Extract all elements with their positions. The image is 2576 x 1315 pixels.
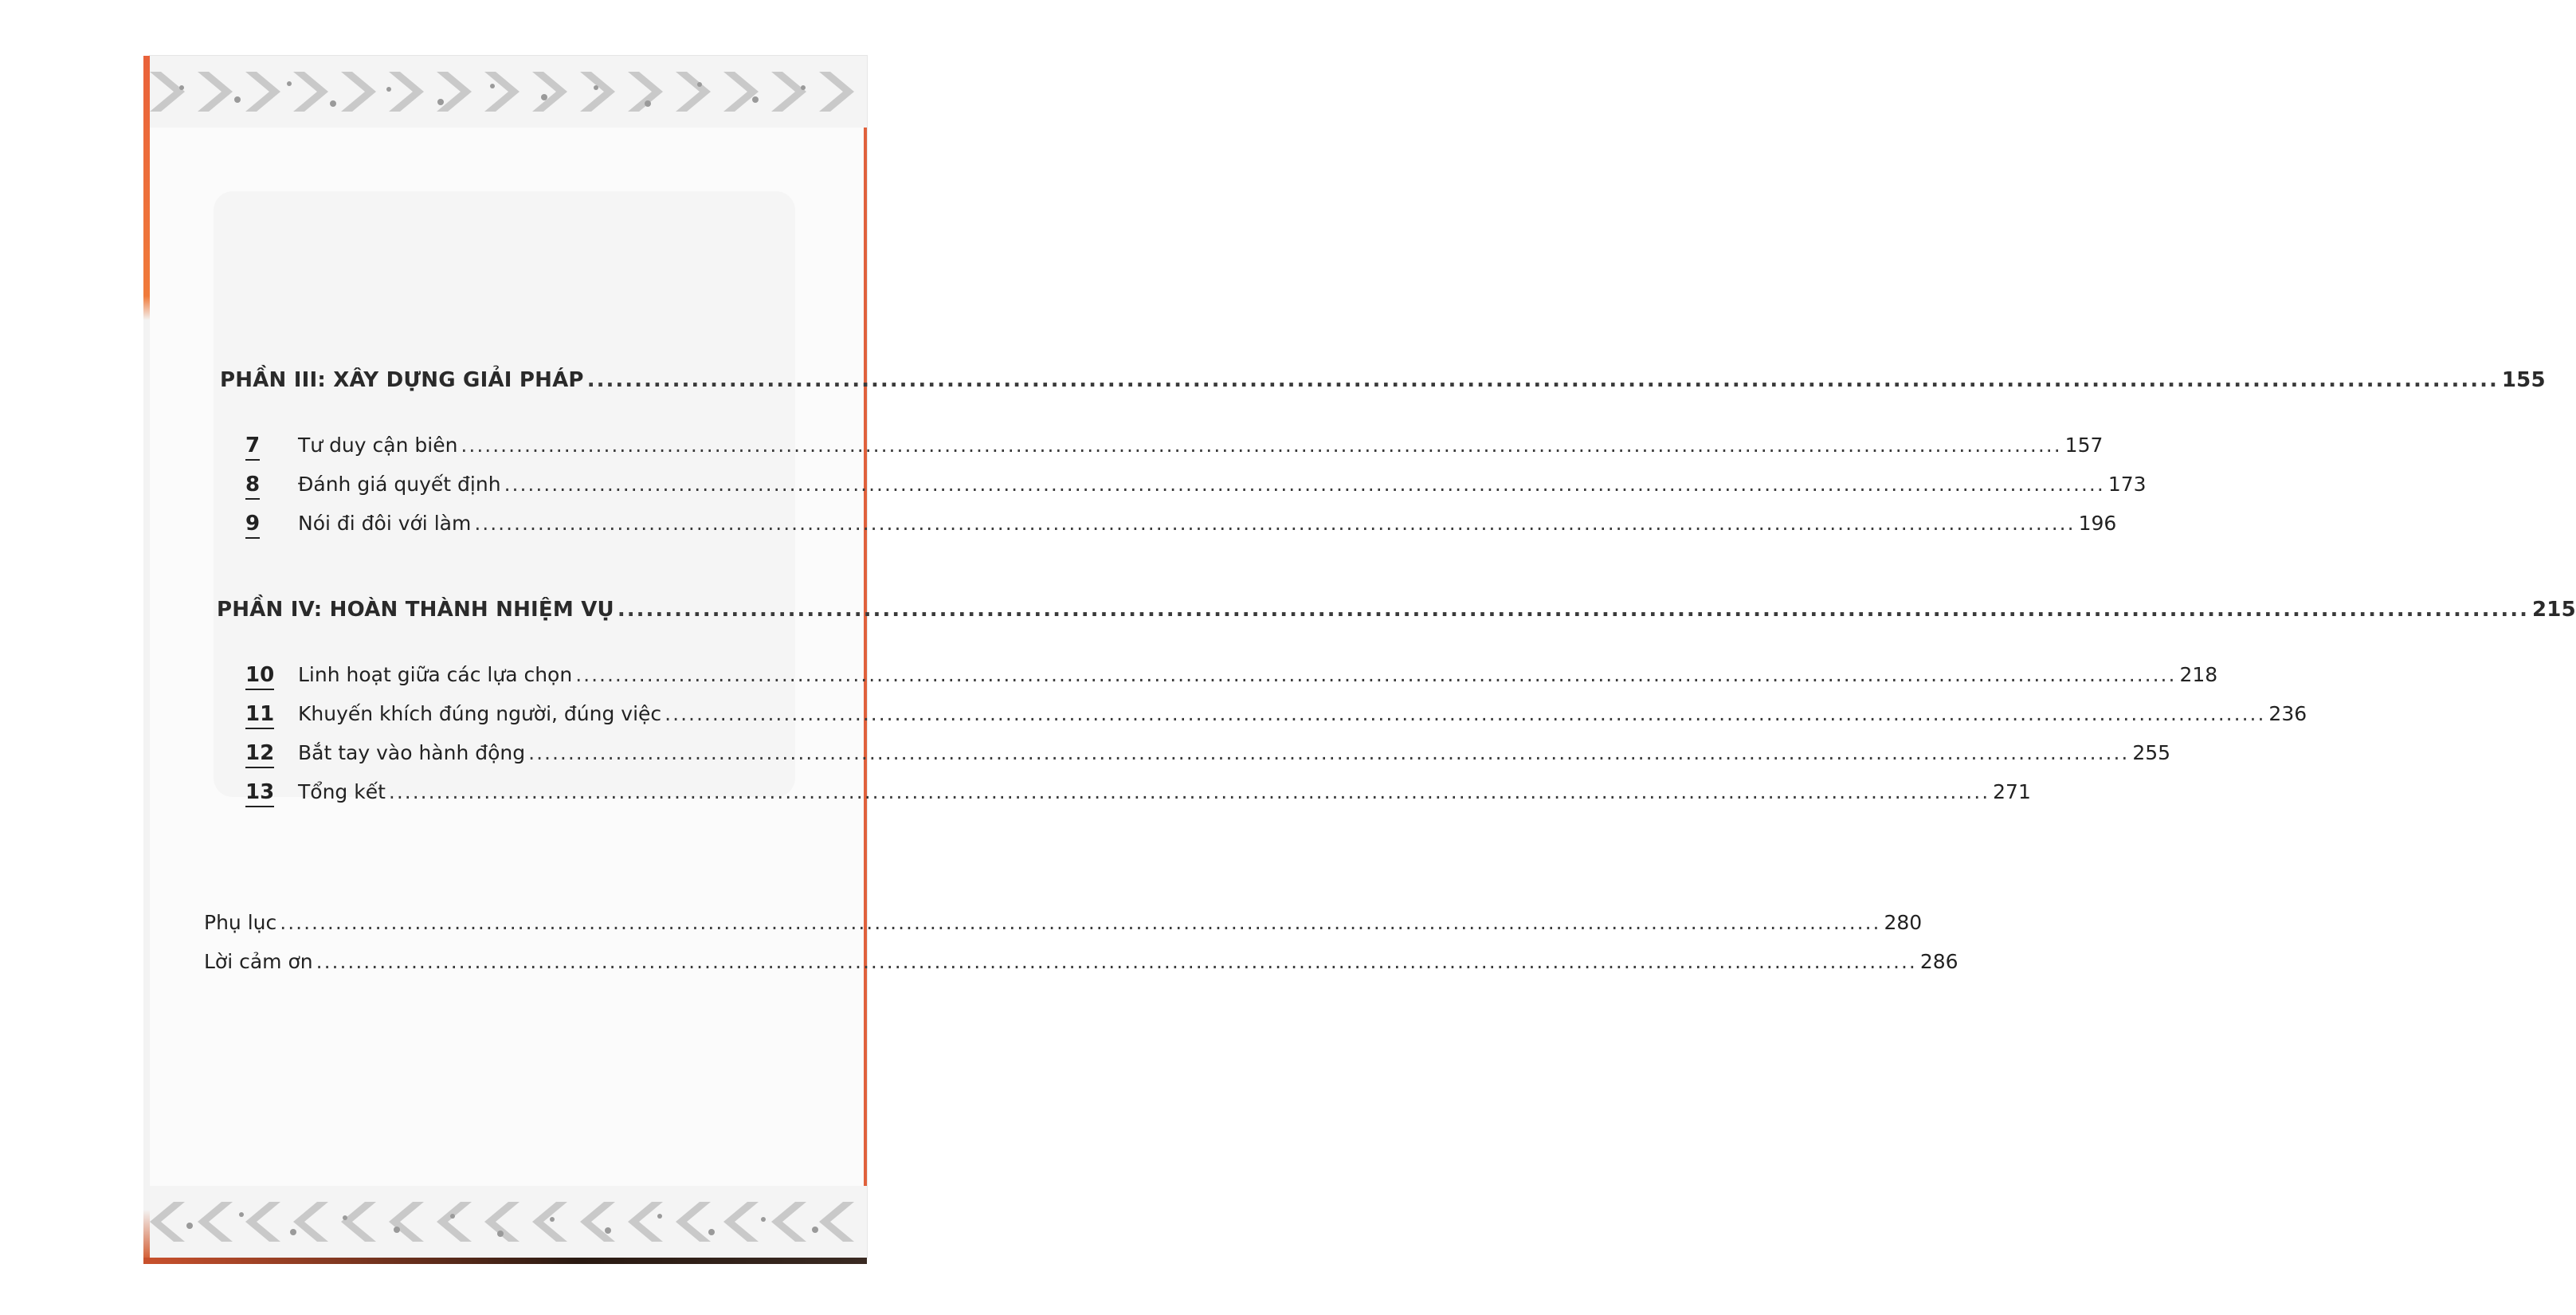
chapter-page-number: 218 <box>2179 663 2218 686</box>
section-page-number: 215 <box>2531 598 2576 622</box>
dot-leader <box>474 512 2075 535</box>
chapter-title: Nói đi đôi với làm <box>298 512 472 535</box>
toc-entry <box>245 473 2147 500</box>
dot-leader <box>504 473 2105 496</box>
section-title: PHẦN III: XÂY DỰNG GIẢI PHÁP <box>220 368 584 392</box>
toc-entry <box>245 663 2218 690</box>
back-matter-page-number: 286 <box>1919 950 1958 973</box>
back-matter-entry <box>204 950 1958 973</box>
back-matter-title: Phụ lục <box>204 911 277 934</box>
toc-entry <box>245 512 2117 539</box>
chapter-number: 8 <box>245 473 279 500</box>
chapter-title: Khuyến khích đúng người, đúng việc <box>298 702 662 725</box>
dot-leader <box>280 911 1880 934</box>
chapter-number: 12 <box>245 741 279 768</box>
chapter-number: 13 <box>245 780 279 807</box>
chapter-title: Bắt tay vào hành động <box>298 741 526 764</box>
book-page <box>150 56 2576 1258</box>
dot-leader <box>461 434 2061 457</box>
chapter-page-number: 196 <box>2078 512 2117 535</box>
dot-leader <box>587 368 2499 392</box>
section-title: PHẦN IV: HOÀN THÀNH NHIỆM VỤ <box>217 598 614 622</box>
chapter-title: Đánh giá quyết định <box>298 473 501 496</box>
dot-leader <box>528 741 2129 764</box>
back-matter-title: Lời cảm ơn <box>204 950 313 973</box>
chapter-title: Tổng kết <box>298 780 386 803</box>
decorative-chevron-band-bottom <box>150 1186 867 1258</box>
dot-leader <box>316 950 1917 973</box>
chapter-number: 7 <box>245 434 279 461</box>
back-matter-entry <box>204 911 1923 934</box>
chapter-title: Linh hoạt giữa các lựa chọn <box>298 663 573 686</box>
chapter-page-number: 255 <box>2132 741 2171 764</box>
table-of-contents <box>150 56 2576 1258</box>
chapter-number: 10 <box>245 663 279 690</box>
section-heading <box>220 368 2546 392</box>
chapter-page-number: 173 <box>2107 473 2147 496</box>
section-page-number: 155 <box>2501 368 2546 392</box>
chapter-page-number: 271 <box>1993 780 2031 803</box>
chapter-page-number: 157 <box>2064 434 2104 457</box>
chapter-page-number: 236 <box>2268 702 2307 725</box>
back-matter-page-number: 280 <box>1884 911 1923 934</box>
toc-entry <box>245 434 2104 461</box>
chapter-number: 11 <box>245 702 279 729</box>
section-heading <box>217 598 2576 622</box>
dot-leader <box>665 702 2265 725</box>
chapter-number: 9 <box>245 512 279 539</box>
book-cover-edge-bottom <box>143 1258 867 1264</box>
toc-entry <box>245 741 2171 768</box>
dot-leader <box>618 598 2529 622</box>
dot-leader <box>575 663 2176 686</box>
chapter-title: Tư duy cận biên <box>298 434 458 457</box>
toc-entry <box>245 702 2307 729</box>
book-cover-edge <box>143 56 150 1258</box>
dot-leader <box>389 780 1990 803</box>
toc-entry <box>245 780 2031 807</box>
